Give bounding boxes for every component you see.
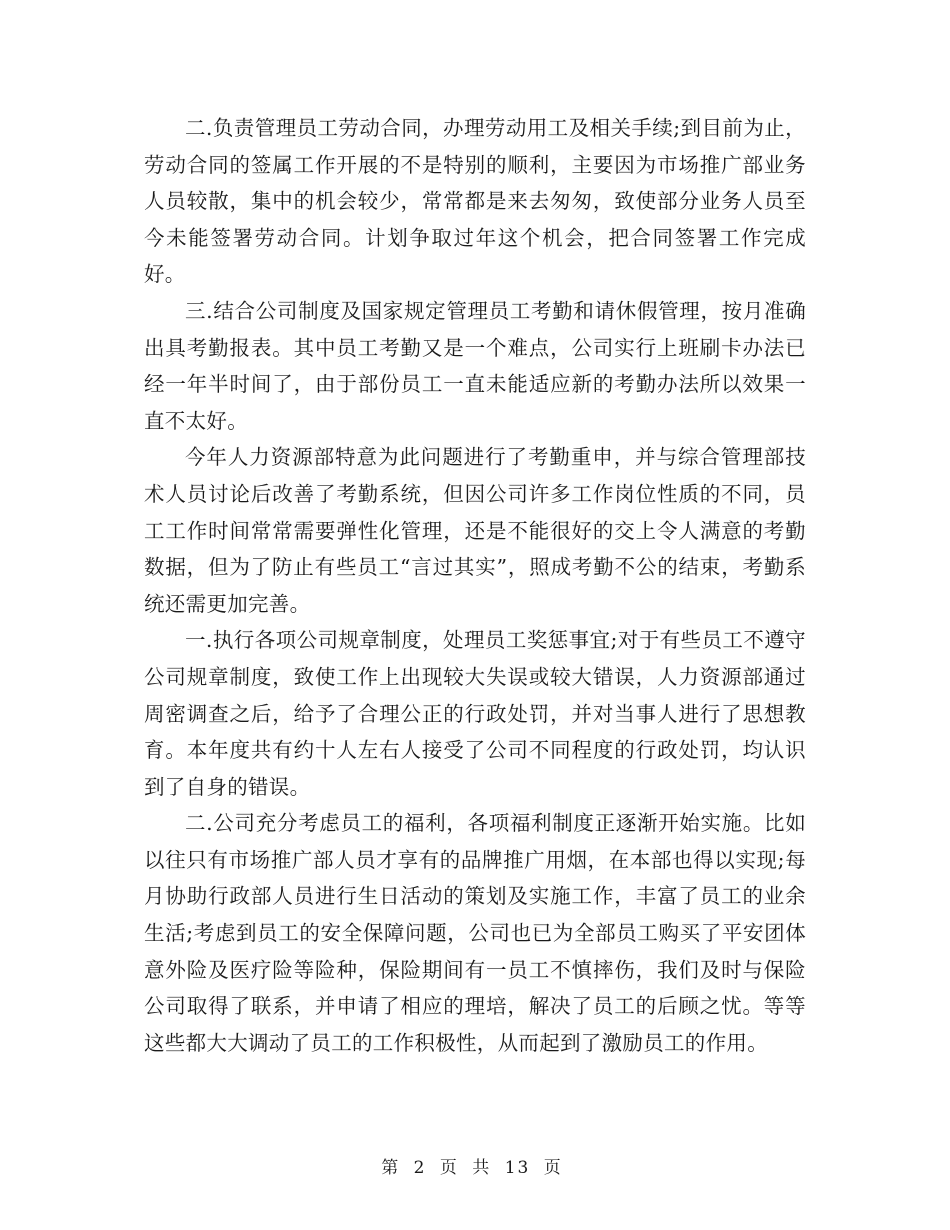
- document-body: [144, 110, 806, 1061]
- page-footer: [0, 1153, 950, 1178]
- footer-total-word: 共: [472, 1158, 492, 1178]
- paragraph-rewards-discipline: 一.执行各项公司规章制度，处理员工奖惩事宜;对于有些员工不遵守公司规章制度，致使工作上出现较大失误或较大错误，人力资源部通过周密调查之后，给予了合理公正的行政处罚，并对当事人进行了思想教育。本年度共有约十人左右人接受了公司不同程度的行政处罚，均认识到了自身的错误。: [144, 628, 806, 799]
- paragraph-attendance-management: 三.结合公司制度及国家规定管理员工考勤和请休假管理，按月准确出具考勤报表。其中员工考勤又是一个难点，公司实行上班刷卡办法已经一年半时间了，由于部份员工一直未能适应新的考勤办法所以效果一直不太好。: [144, 298, 806, 433]
- footer-prefix: 第: [381, 1158, 401, 1178]
- footer-total-pages: 13: [504, 1158, 531, 1178]
- paragraph-attendance-system: 今年人力资源部特意为此问题进行了考勤重申，并与综合管理部技术人员讨论后改善了考勤系统，但因公司许多工作岗位性质的不同，员工工作时间常常需要弹性化管理，还是不能很好的交上令人满意的考勤数据，但为了防止有些员工“言过其实”，照成考勤不公的结束，考勤系统还需更加完善。: [144, 445, 806, 616]
- footer-page-word: 页: [439, 1158, 459, 1178]
- paragraph-contract-management: 二.负责管理员工劳动合同，办理劳动用工及相关手续;到目前为止，劳动合同的签属工作开展的不是特别的顺利，主要因为市场推广部业务人员较散，集中的机会较少，常常都是来去匆匆，致使部分业务人员至今未能签署劳动合同。计划争取过年这个机会，把合同签署工作完成好。: [144, 116, 806, 287]
- footer-current-page: 2: [413, 1158, 427, 1178]
- footer-suffix: 页: [543, 1158, 563, 1178]
- paragraph-employee-welfare: 二.公司充分考虑员工的福利，各项福利制度正逐渐开始实施。比如以往只有市场推广部人员才享有的品牌推广用烟，在本部也得以实现;每月协助行政部人员进行生日活动的策划及实施工作，丰富了员工的业余生活;考虑到员工的安全保障问题，公司也已为全部员工购买了平安团体意外险及医疗险等险种，保险期间有一员工不慎摔伤，我们及时与保险公司取得了联系，并申请了相应的理培，解决了员工的后顾之忧。等等这些都大大调动了员工的工作积极性，从而起到了激励员工的作用。: [144, 811, 806, 1055]
